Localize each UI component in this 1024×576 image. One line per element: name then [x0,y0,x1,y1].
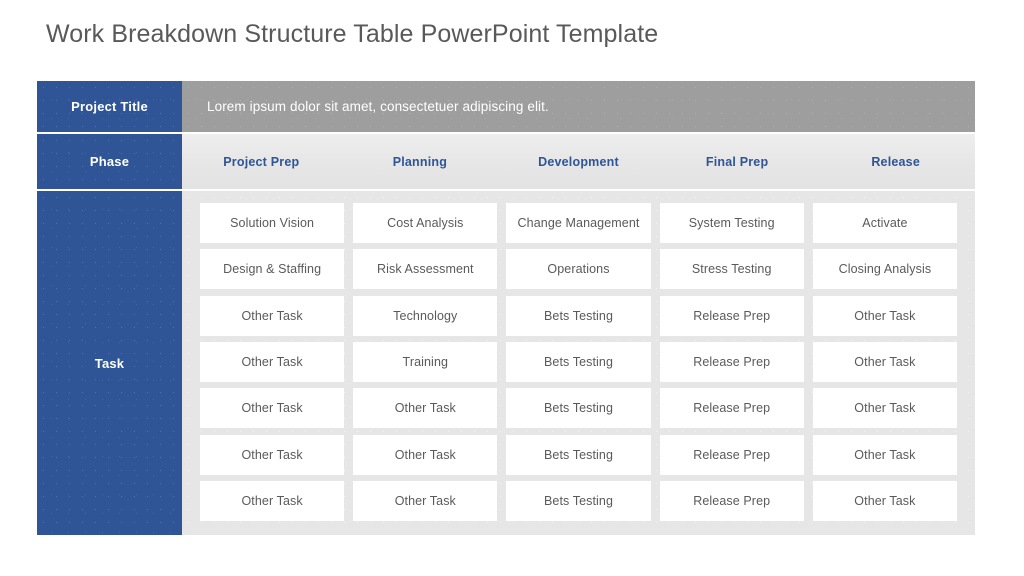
task-cell[interactable]: Other Task [813,481,957,521]
task-cell[interactable]: Design & Staffing [200,249,344,289]
task-cell[interactable]: Other Task [200,435,344,475]
table-row [200,481,957,521]
task-cell[interactable]: Bets Testing [506,481,650,521]
row-label-project-title: Project Title [37,81,182,132]
phase-header-cell[interactable]: Release [871,154,920,169]
work-breakdown-structure-table [37,81,975,535]
phase-header-cell[interactable]: Project Prep [223,154,300,169]
task-cell[interactable]: Other Task [813,435,957,475]
table-row [200,249,957,289]
table-row [200,203,957,243]
table-row [200,435,957,475]
task-cell[interactable]: Technology [353,296,497,336]
phase-header-row [182,134,975,189]
task-cell[interactable]: Other Task [813,296,957,336]
task-cell[interactable]: Operations [506,249,650,289]
task-cell[interactable]: Solution Vision [200,203,344,243]
table-row [200,342,957,382]
project-title-value: Lorem ipsum dolor sit amet, consectetuer adipiscing elit. [207,99,549,114]
task-cell[interactable]: Other Task [813,388,957,428]
page-title: Work Breakdown Structure Table PowerPoint Template [46,20,659,48]
task-cell[interactable]: Closing Analysis [813,249,957,289]
task-cell[interactable]: Stress Testing [660,249,804,289]
table-row [200,388,957,428]
row-label-task: Task [37,191,182,535]
task-cell[interactable]: Release Prep [660,388,804,428]
task-cell[interactable]: Other Task [200,481,344,521]
task-cell[interactable]: Bets Testing [506,342,650,382]
task-cell[interactable]: Release Prep [660,296,804,336]
task-cell[interactable]: Bets Testing [506,435,650,475]
task-cell[interactable]: Other Task [813,342,957,382]
task-cell[interactable]: Other Task [353,481,497,521]
task-cell[interactable]: Bets Testing [506,388,650,428]
task-cell[interactable]: Release Prep [660,435,804,475]
task-cell[interactable]: Change Management [506,203,650,243]
row-label-column [37,81,182,535]
phase-header-cell[interactable]: Final Prep [705,154,769,169]
task-grid [182,191,975,535]
task-cell[interactable]: Other Task [353,388,497,428]
table-content-column [182,81,975,535]
task-cell[interactable]: Activate [813,203,957,243]
row-label-phase: Phase [37,134,182,189]
task-cell[interactable]: Other Task [200,342,344,382]
task-cell[interactable]: Other Task [200,388,344,428]
task-cell[interactable]: Release Prep [660,481,804,521]
task-cell[interactable]: Other Task [200,296,344,336]
task-cell[interactable]: Risk Assessment [353,249,497,289]
phase-header-cell[interactable]: Planning [392,154,448,169]
task-cell[interactable]: Other Task [353,435,497,475]
phase-header-cell[interactable]: Development [538,154,619,169]
task-cell[interactable]: System Testing [660,203,804,243]
task-cell[interactable]: Release Prep [660,342,804,382]
task-cell[interactable]: Cost Analysis [353,203,497,243]
table-row [200,296,957,336]
task-cell[interactable]: Training [353,342,497,382]
task-cell[interactable]: Bets Testing [506,296,650,336]
project-title-bar [182,81,975,132]
